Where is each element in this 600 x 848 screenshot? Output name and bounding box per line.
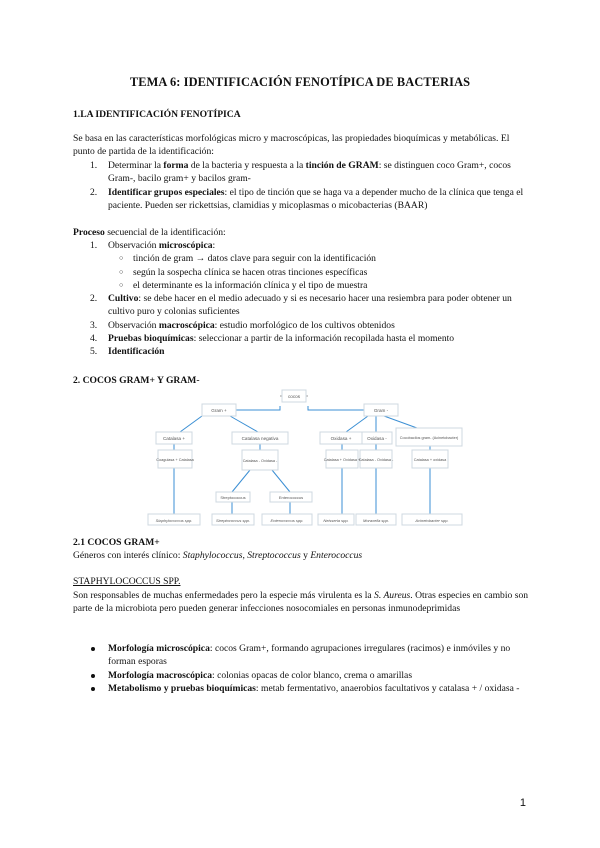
- diagram-label: Streptococcus: [220, 495, 246, 500]
- diagram-label: Streptococcus spp.: [215, 518, 251, 523]
- list-item: 2. Cultivo: se debe hacer en el medio adecuado y si es necesario hacer una resiembra para poder obtener un cultivo puro y colonias suficientes: [90, 293, 512, 318]
- list-item: 2. Identificar grupos especiales: el tipo de tinción que se haga va a depender mucho de la clínica que tenga el paciente. Pueden ser rickettsias, clamidias y micoplasmas o micobacterias (BAAR): [90, 186, 524, 211]
- cocos-flow-diagram: [140, 388, 470, 530]
- section21-genera: Géneros con interés clínico: Staphylococcus, Streptococcus y Enterococcus: [73, 550, 363, 561]
- diagram-label: Catalasa + Oxidasa +: [323, 458, 361, 462]
- diagram-label: Staphylococcus spp.: [155, 518, 193, 523]
- section-heading-1: 1.LA IDENTIFICACIÓN FENOTÍPICA: [73, 109, 241, 120]
- process-list: [73, 239, 533, 359]
- diagram-label: cocos: [287, 394, 301, 399]
- bullet-icon: [91, 687, 95, 691]
- diagram-label: Oxidasa +: [330, 436, 352, 441]
- diagram-label: Neisseria spp.: [323, 518, 349, 523]
- section-heading-21: 2.1 COCOS GRAM+: [73, 537, 160, 548]
- diagram-label: Moraxella spp.: [362, 518, 390, 523]
- page-number: 1: [519, 797, 526, 809]
- diagram-label: Coagulasa + Catalasa: [156, 458, 194, 462]
- process-intro: Proceso secuencial de la identificación:: [73, 227, 226, 238]
- diagram-label: Catalasa - Oxidasa -: [358, 458, 394, 462]
- section1-list: [73, 159, 533, 212]
- diagram-label: Catalasa negativa: [241, 436, 279, 441]
- diagram-label: Catalasa - Oxidasa -: [242, 459, 278, 463]
- diagram-label: Acinetobacter spp.: [415, 518, 449, 523]
- diagram-label: Cocobacilos gram- (Acinetobacter): [399, 436, 459, 440]
- diagram-label: Gram -: [373, 408, 389, 413]
- diagram-label: Enterococcus spp.: [270, 518, 304, 523]
- staph-paragraph: Son responsables de muchas enfermedades pero la especie más virulenta es la S. Aureus. Otras especies en cambio son parte de la microbiota pero pueden generar infecciones nosocomiales en personas inmunodeprimidas: [73, 590, 529, 615]
- list-item: 3. Observación macroscópica: estudio morfológico de los cultivos obtenidos: [90, 319, 395, 331]
- page-title: TEMA 6: IDENTIFICACIÓN FENOTÍPICA DE BACTERIAS: [129, 75, 471, 89]
- diagram-label: Gram +: [211, 408, 227, 413]
- section1-intro: Se basa en las características morfológicas micro y macroscópicas, las propiedades bioquímicas y metabólicas. El punto de partida de la identificación:: [73, 133, 510, 158]
- list-item: 5. Identificación: [90, 346, 165, 358]
- sub-list-item: ○ el determinante es la información clínica y el tipo de muestra: [119, 279, 368, 291]
- list-item: 1. Determinar la forma de la bacteria y respuesta a la tinción de GRAM: se distinguen coco Gram+, cocos Gram-, bacilo gram+ y bacilos gram-: [90, 160, 511, 185]
- staph-heading: STAPHYLOCOCCUS SPP.: [73, 576, 181, 587]
- diagram-label: Enterococcus: [278, 495, 304, 500]
- diagram-label: Catalasa + oxidasa: [413, 458, 447, 462]
- diagram-label: Catalasa +: [162, 436, 186, 441]
- bullet-icon: [91, 647, 95, 651]
- section-heading-2: 2. COCOS GRAM+ Y GRAM-: [73, 375, 200, 386]
- sub-list-item: ○ según la sospecha clínica se hacen otras tinciones específicas: [119, 266, 368, 278]
- list-item: Morfología macroscópica: colonias opacas de color blanco, crema o amarillas: [73, 669, 533, 682]
- list-item: 4. Pruebas bioquímicas: seleccionar a partir de la información recopilada hasta el momento: [90, 333, 455, 345]
- list-item: Metabolismo y pruebas bioquímicas: metab fermentativo, anaerobios facultativos y catalasa + / oxidasa -: [73, 682, 533, 695]
- diagram-label: Oxidasa -: [367, 436, 387, 441]
- bullet-icon: [91, 674, 95, 678]
- list-item: Morfología microscópica: cocos Gram+, formando agrupaciones irregulares (racimos) e inmóviles y no forman esporas: [73, 642, 533, 669]
- list-item: 1. Observación microscópica:: [90, 240, 216, 251]
- sub-list-item: ○ tinción de gram → datos clave para seguir con la identificación: [119, 253, 376, 265]
- staph-bullet-list: [73, 642, 533, 695]
